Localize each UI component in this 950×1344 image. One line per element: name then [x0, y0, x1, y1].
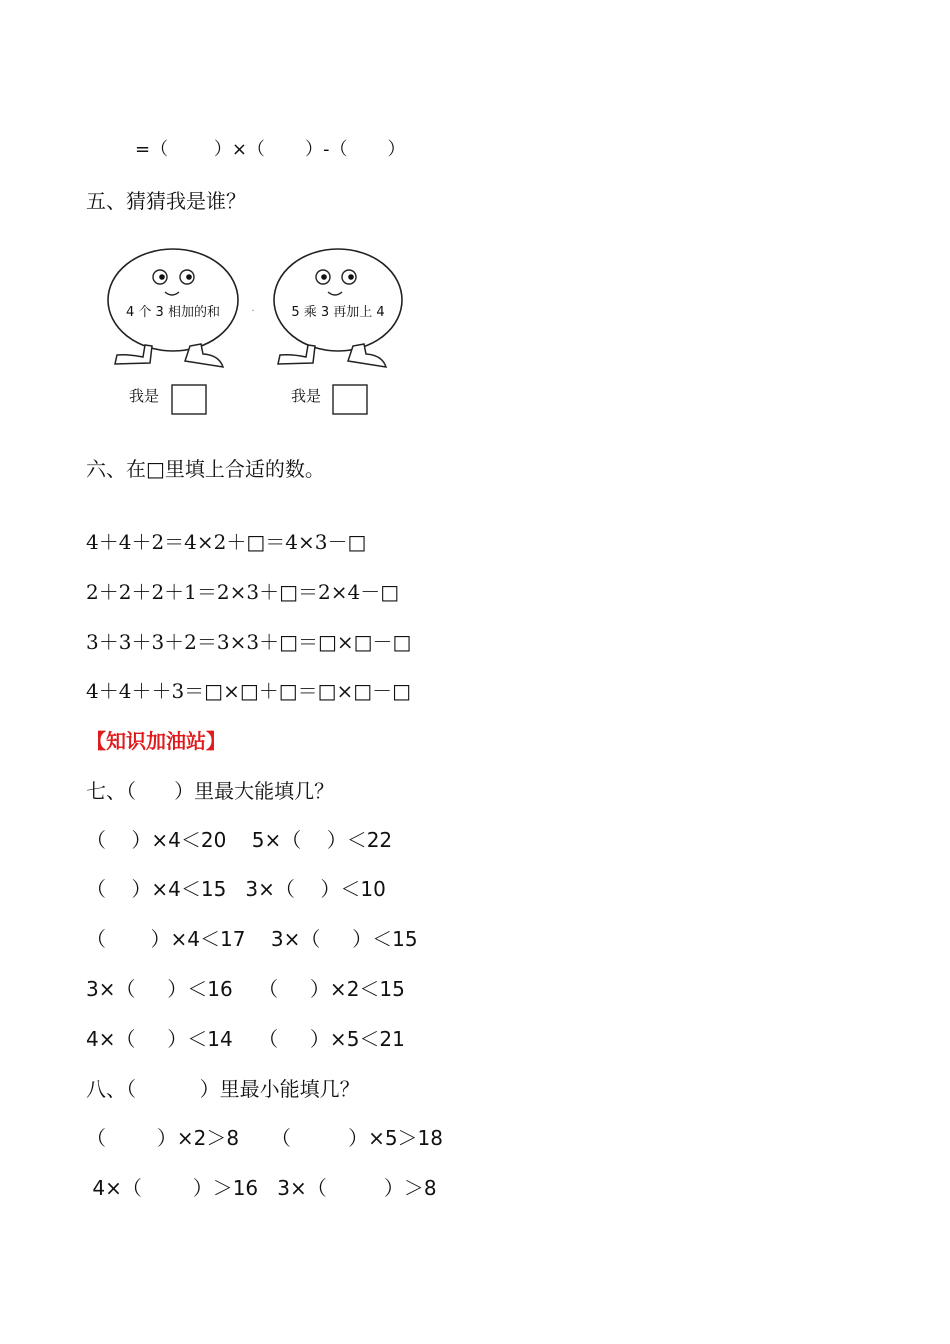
- equation-line: 4＋4＋2＝4×2＋□＝4×3－□: [86, 530, 367, 554]
- section7-title: 七、（ ）里最大能填几？: [86, 779, 335, 803]
- character-label: 5 乘 3 再加上 4: [291, 305, 385, 320]
- section6-title: 六、在□里填上合适的数。: [86, 457, 325, 481]
- knowledge-heading: 【知识加油站】: [86, 729, 226, 753]
- question-line: （ ）×4＜15 3×（ ）＜10: [86, 877, 386, 901]
- right-foot-icon: [348, 344, 386, 367]
- answer-prefix: 我是: [129, 387, 160, 405]
- question-line: （ ）×2＞8 （ ）×5＞18: [86, 1126, 444, 1150]
- character-left: [108, 249, 238, 367]
- section5-title: 五、猜猜我是谁？: [86, 189, 246, 213]
- equation-line: 3＋3＋3＋2＝3×3＋□＝□×□－□: [86, 630, 412, 654]
- question-line: 3×（ ）＜16 （ ）×2＜15: [86, 977, 405, 1001]
- character-label: 4 个 3 相加的和: [126, 305, 220, 320]
- left-foot-icon: [278, 345, 315, 364]
- answer-box[interactable]: [172, 385, 206, 414]
- right-foot-icon: [185, 344, 223, 367]
- guess-who-figure: [105, 240, 405, 420]
- equation-line: 2＋2＋2＋1＝2×3＋□＝2×4－□: [86, 580, 400, 604]
- answer-prefix: 我是: [291, 387, 322, 405]
- equation-line: 4＋4＋＋3＝□×□＋□＝□×□－□: [86, 679, 412, 703]
- left-foot-icon: [115, 345, 152, 364]
- answer-box[interactable]: [333, 385, 367, 414]
- section8-title: 八、（ ）里最小能填几？: [86, 1077, 360, 1101]
- question-line: 4×（ ）＞16 3×（ ）＞8: [86, 1176, 437, 1200]
- question-line: （ ）×4＜20 5×（ ）＜22: [86, 828, 393, 852]
- formula-line: =（ ）×（ ）-（ ）: [135, 139, 406, 160]
- question-line: 4×（ ）＜14 （ ）×5＜21: [86, 1027, 405, 1051]
- question-line: （ ）×4＜17 3×（ ）＜15: [86, 927, 418, 951]
- separator-dot: ·: [251, 306, 255, 317]
- character-right: [274, 249, 402, 367]
